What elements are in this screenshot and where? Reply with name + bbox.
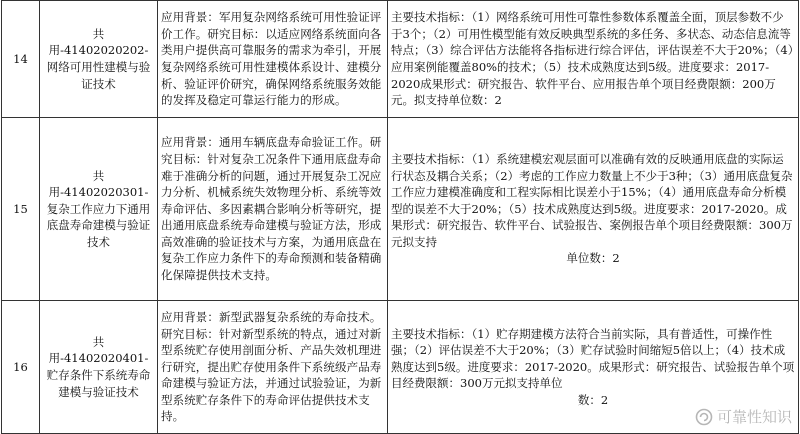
project-background: 应用背景：新型武器复杂系统的寿命技术。研究目标：针对新型系统的特点，通过对新型系统贮存使用剖面分析、产品失效机理进行研究，提出贮存使用条件下系统级产品寿命建模与验证方法，并通过试验验证，为新型系统贮存条件下的寿命评估提供技术支持。	[158, 301, 388, 434]
table-row	[2, 301, 799, 434]
project-name: 共用-41402020301-复杂工作应力下通用底盘寿命建模与验证技术	[40, 118, 158, 301]
row-number: 15	[2, 118, 40, 301]
spec-text: 主要技术指标：（1）贮存期建模方法符合当前实际，具有普适性，可操作性强；（2）评估误差不大于20%；（3）贮存试验时间缩短5倍以上；（4）技术成熟度达到5级。进度要求：2017-2020。成果形式：研究报告、试验报告单个项目经费限额：300万元拟支持单位	[391, 327, 794, 391]
spec-unit-count: 数：2	[391, 392, 795, 409]
project-background: 应用背景：军用复杂网络系统可用性验证评价工作。研究目标：以适应网络系统面向各类用户提供高可靠服务的需求为牵引，开展复杂网络系统可用性建模体系设计、建模分析、验证评价研究，确保网络系统服务效能的发挥及稳定可靠运行能力的形成。	[158, 1, 388, 118]
project-spec	[388, 1, 799, 118]
project-background: 应用背景：通用车辆底盘寿命验证工作。研究目标：针对复杂工况条件下通用底盘寿命难于准确分析的问题，通过开展复杂工况应力分析、机械系统失效物理分析、系统等效寿命评估、多因素耦合影响分析等研究，提出通用底盘系统寿命建模与验证方法，形成高效准确的验证技术与方案，为通用底盘在复杂工作应力条件下的寿命预测和装备精确化保障提供技术支持。	[158, 118, 388, 301]
table-row	[2, 1, 799, 118]
watermark-text: 可靠性知识	[717, 406, 792, 427]
project-table	[1, 0, 799, 434]
spec-text: 主要技术指标：（1）网络系统可用性可靠性参数体系覆盖全面，顶层参数不少于3个；（2）可用性模型能有效反映典型系统的多任务、多状态、动态信息流等特点；（3）综合评估方法能将各指标进行综合评估，评估误差不大于20%；（4）应用案例能覆盖80%的技术；（5）技术成熟度达到5级。进度要求：2017-2020成果形式：研究报告、软件平台、应用报告单个项目经费限额：200万元。拟支持单位数：2	[391, 9, 795, 109]
spec-text: 主要技术指标：（1）系统建模宏观层面可以准确有效的反映通用底盘的实际运行状态及耦合关系；（2）考虑的工作应力数量上不少于3种；（3）通用底盘复杂工作应力建模准确度和工程实际相比误差小于15%；（4）通用底盘寿命分析模型的误差不大于20%；（5）技术成熟度达到5级。进度要求：2017-2020。成果形式：研究报告、软件平台、试验报告、案例报告单个项目经费限额：300万元拟支持	[391, 152, 792, 249]
watermark	[695, 406, 792, 427]
wechat-official-account-icon	[695, 408, 713, 426]
row-number: 14	[2, 1, 40, 118]
table-row	[2, 118, 799, 301]
spec-unit-count: 单位数：2	[391, 250, 795, 267]
project-name: 共用-41402020401-贮存条件下系统寿命建模与验证技术	[40, 301, 158, 434]
row-number: 16	[2, 301, 40, 434]
project-name: 共用-41402020202-网络可用性建模与验证技术	[40, 1, 158, 118]
project-spec	[388, 118, 799, 301]
